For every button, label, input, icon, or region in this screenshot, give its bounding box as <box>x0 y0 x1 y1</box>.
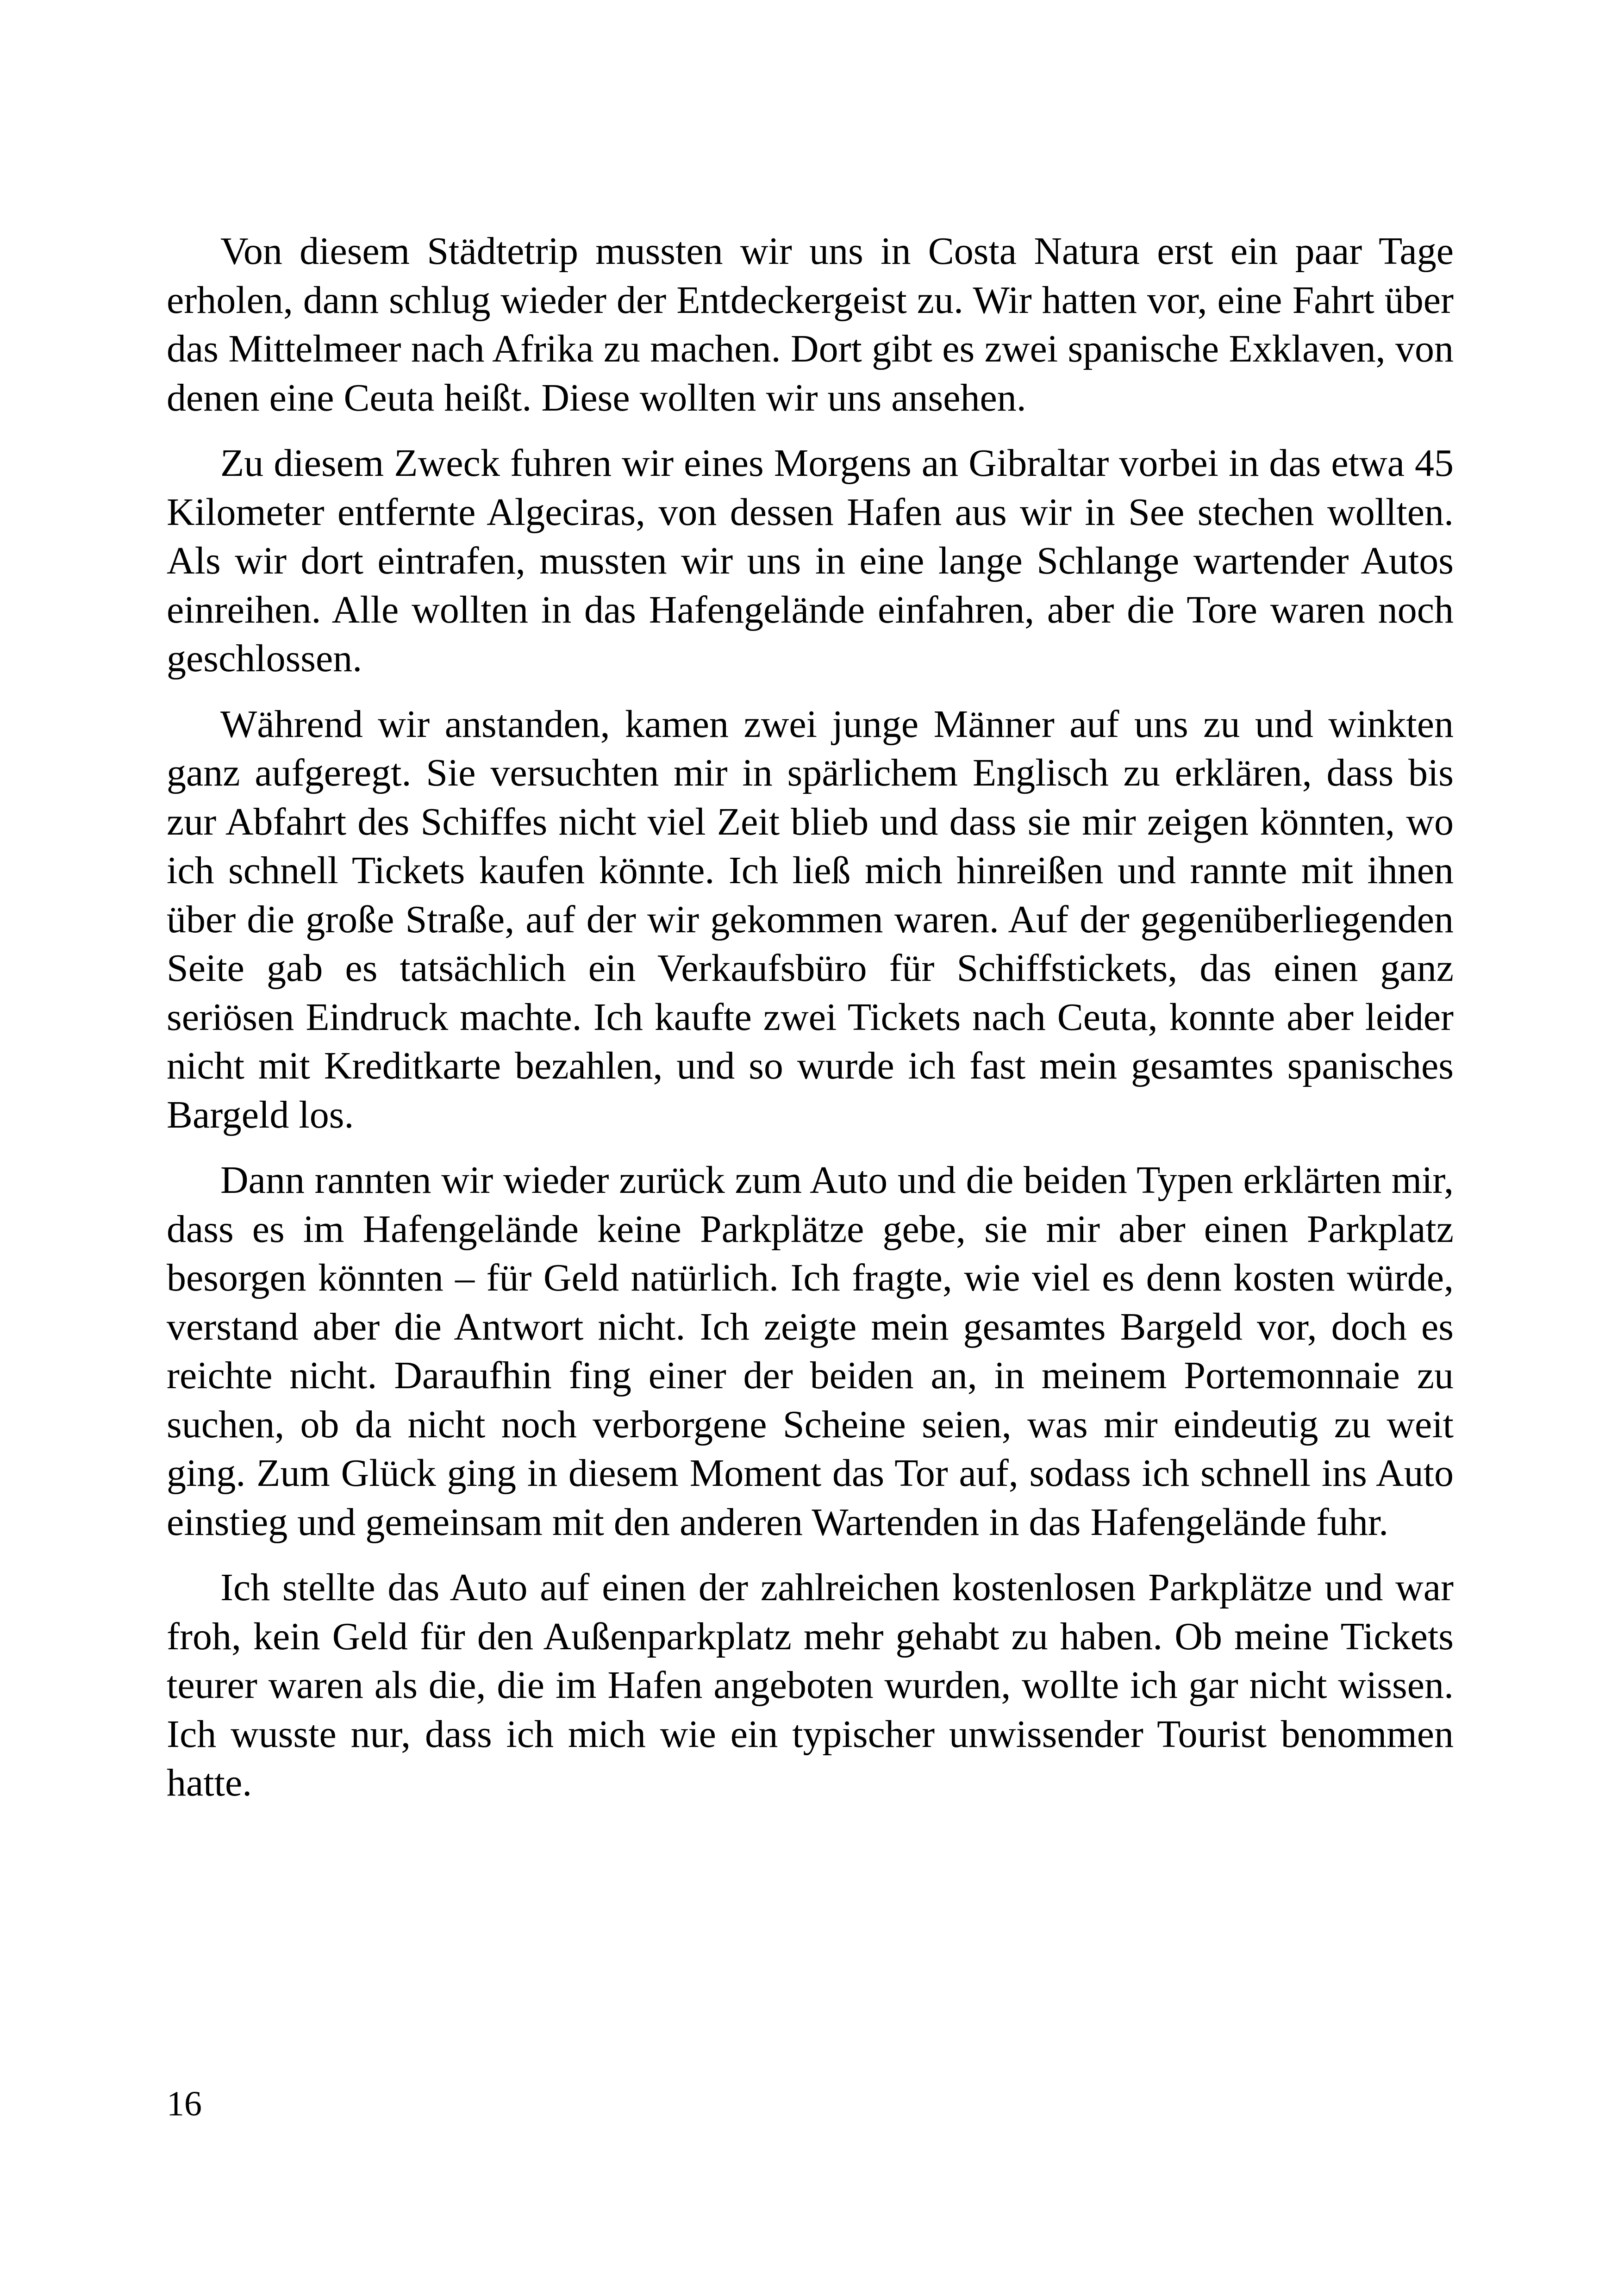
paragraph-3: Während wir anstanden, kamen zwei junge Männer auf uns zu und winkten ganz aufgeregt. Sie versuchten mir in spärlichem Englisch zu erklären, dass bis zur Abfahrt des Schiffes nicht viel Zeit blieb und dass sie mir zeigen könnten, wo ich schnell Tickets kaufen könnte. Ich ließ mich hinreißen und rannte mit ihnen über die große Straße, auf der wir gekommen waren. Auf der gegenüberliegenden Seite gab es tatsächlich ein Verkaufsbüro für Schiffstickets, das einen ganz seriösen Eindruck machte. Ich kaufte zwei Tickets nach Ceuta, konnte aber leider nicht mit Kreditkarte bezahlen, und so wurde ich fast mein gesamtes spanisches Bargeld los. <box>167 702 1454 1136</box>
paragraph-1: Von diesem Städtetrip mussten wir uns in Costa Natura erst ein paar Tage erholen, dann schlug wieder der Entdeckergeist zu. Wir hatten vor, eine Fahrt über das Mittelmeer nach Afrika zu machen. Dort gibt es zwei spanische Exklaven, von denen eine Ceuta heißt. Diese wollten wir uns ansehen. <box>167 230 1454 419</box>
paragraph-2: Zu diesem Zweck fuhren wir eines Morgens an Gibraltar vorbei in das etwa 45 Kilometer entfernte Algeciras, von dessen Hafen aus wir in See stechen wollten. Als wir dort eintrafen, mussten wir uns in eine lange Schlange wartender Autos einreihen. Alle wollten in das Hafengelände einfahren, aber die Tore waren noch geschlossen. <box>167 442 1454 680</box>
page-number: 16 <box>167 2084 202 2123</box>
paragraph-5: Ich stellte das Auto auf einen der zahlreichen kostenlosen Parkplätze und war froh, kein Geld für den Außenparkplatz mehr gehabt zu haben. Ob meine Tickets teurer waren als die, die im Hafen angeboten wurden, wollte ich gar nicht wissen. Ich wusste nur, dass ich mich wie ein typischer unwissender Tourist benommen hatte. <box>167 1566 1454 1804</box>
body-text <box>167 227 1454 1824</box>
paragraph-4: Dann rannten wir wieder zurück zum Auto und die beiden Typen erklärten mir, dass es im Hafengelände keine Parkplätze gebe, sie mir aber einen Parkplatz besorgen könnten – für Geld natürlich. Ich fragte, wie viel es denn kosten würde, verstand aber die Antwort nicht. Ich zeigte mein gesamtes Bargeld vor, doch es reichte nicht. Daraufhin fing einer der beiden an, in meinem Portemonnaie zu suchen, ob da nicht noch verborgene Scheine seien, was mir eindeutig zu weit ging. Zum Glück ging in diesem Moment das Tor auf, sodass ich schnell ins Auto einstieg und gemeinsam mit den anderen Wartenden in das Hafengelände fuhr. <box>167 1159 1454 1544</box>
